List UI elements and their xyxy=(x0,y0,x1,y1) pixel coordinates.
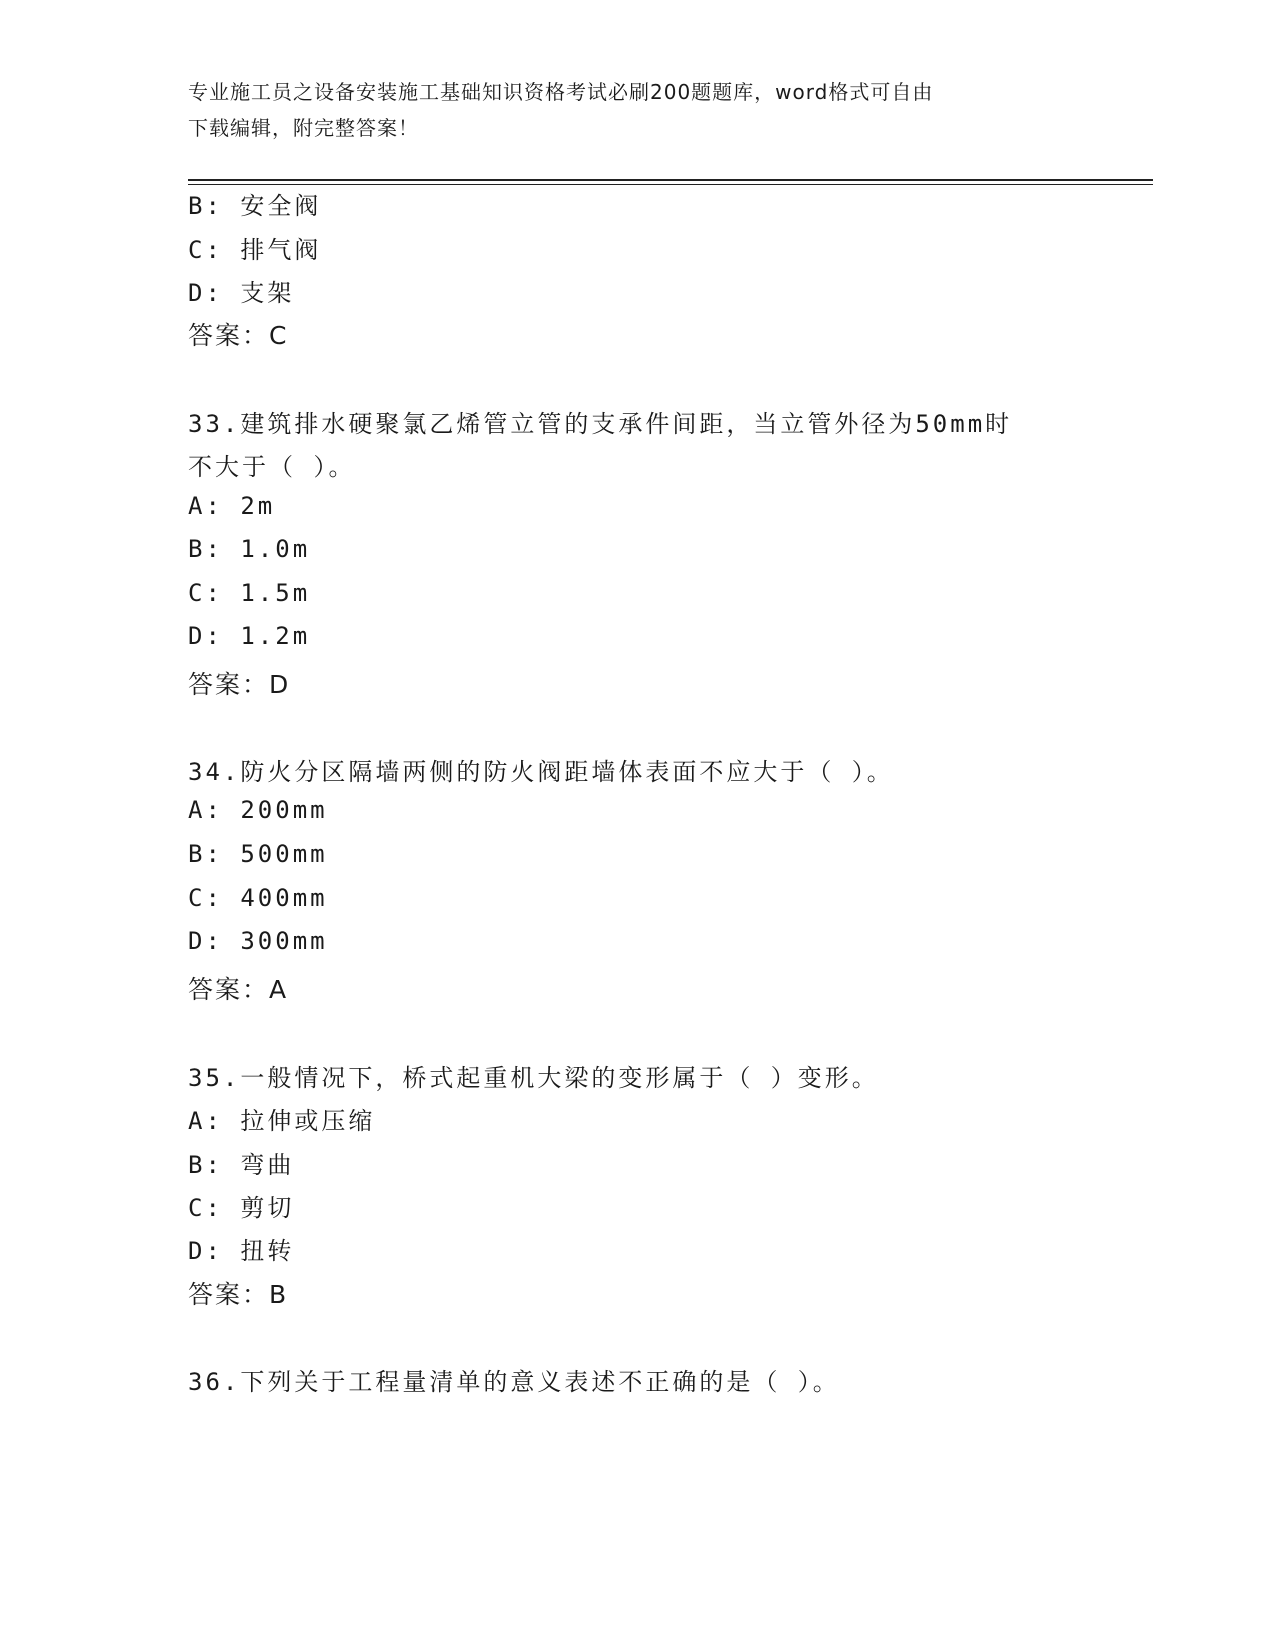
q34-option-a: A: 200mm xyxy=(188,796,328,824)
q32-option-b: B: 安全阀 xyxy=(188,192,322,220)
q33-option-b: B: 1.0m xyxy=(188,535,311,563)
q35-answer: 答案：B xyxy=(188,1280,289,1309)
q35-option-c: C: 剪切 xyxy=(188,1194,295,1222)
q33-option-c: C: 1.5m xyxy=(188,579,311,607)
q33-answer: 答案：D xyxy=(188,670,291,699)
q33-stem-line1: 33.建筑排水硬聚氯乙烯管立管的支承件间距，当立管外径为50mm时 xyxy=(188,410,1013,438)
q32-option-d: D: 支架 xyxy=(188,279,295,307)
q33-option-a: A: 2m xyxy=(188,492,276,520)
q35-stem: 35.一般情况下，桥式起重机大梁的变形属于（ ）变形。 xyxy=(188,1064,879,1092)
q33-stem-line2: 不大于（ ）。 xyxy=(188,453,356,481)
header-title-line1: 专业施工员之设备安装施工基础知识资格考试必刷200题题库，word格式可自由 xyxy=(188,80,934,104)
q34-option-c: C: 400mm xyxy=(188,884,328,912)
q36-stem: 36.下列关于工程量清单的意义表述不正确的是（ ）。 xyxy=(188,1368,840,1396)
q32-answer: 答案：C xyxy=(188,321,289,350)
header-title-line2: 下载编辑，附完整答案！ xyxy=(188,116,419,140)
header-divider xyxy=(188,179,1153,185)
q35-option-d: D: 扭转 xyxy=(188,1237,295,1265)
q34-option-b: B: 500mm xyxy=(188,840,328,868)
q34-option-d: D: 300mm xyxy=(188,927,328,955)
q35-option-b: B: 弯曲 xyxy=(188,1151,295,1179)
q32-option-c: C: 排气阀 xyxy=(188,236,322,264)
document-header xyxy=(188,74,1068,146)
q33-option-d: D: 1.2m xyxy=(188,622,311,650)
q35-option-a: A: 拉伸或压缩 xyxy=(188,1107,376,1135)
q34-stem: 34.防火分区隔墙两侧的防火阀距墙体表面不应大于（ ）。 xyxy=(188,758,894,786)
q34-answer: 答案：A xyxy=(188,975,289,1004)
